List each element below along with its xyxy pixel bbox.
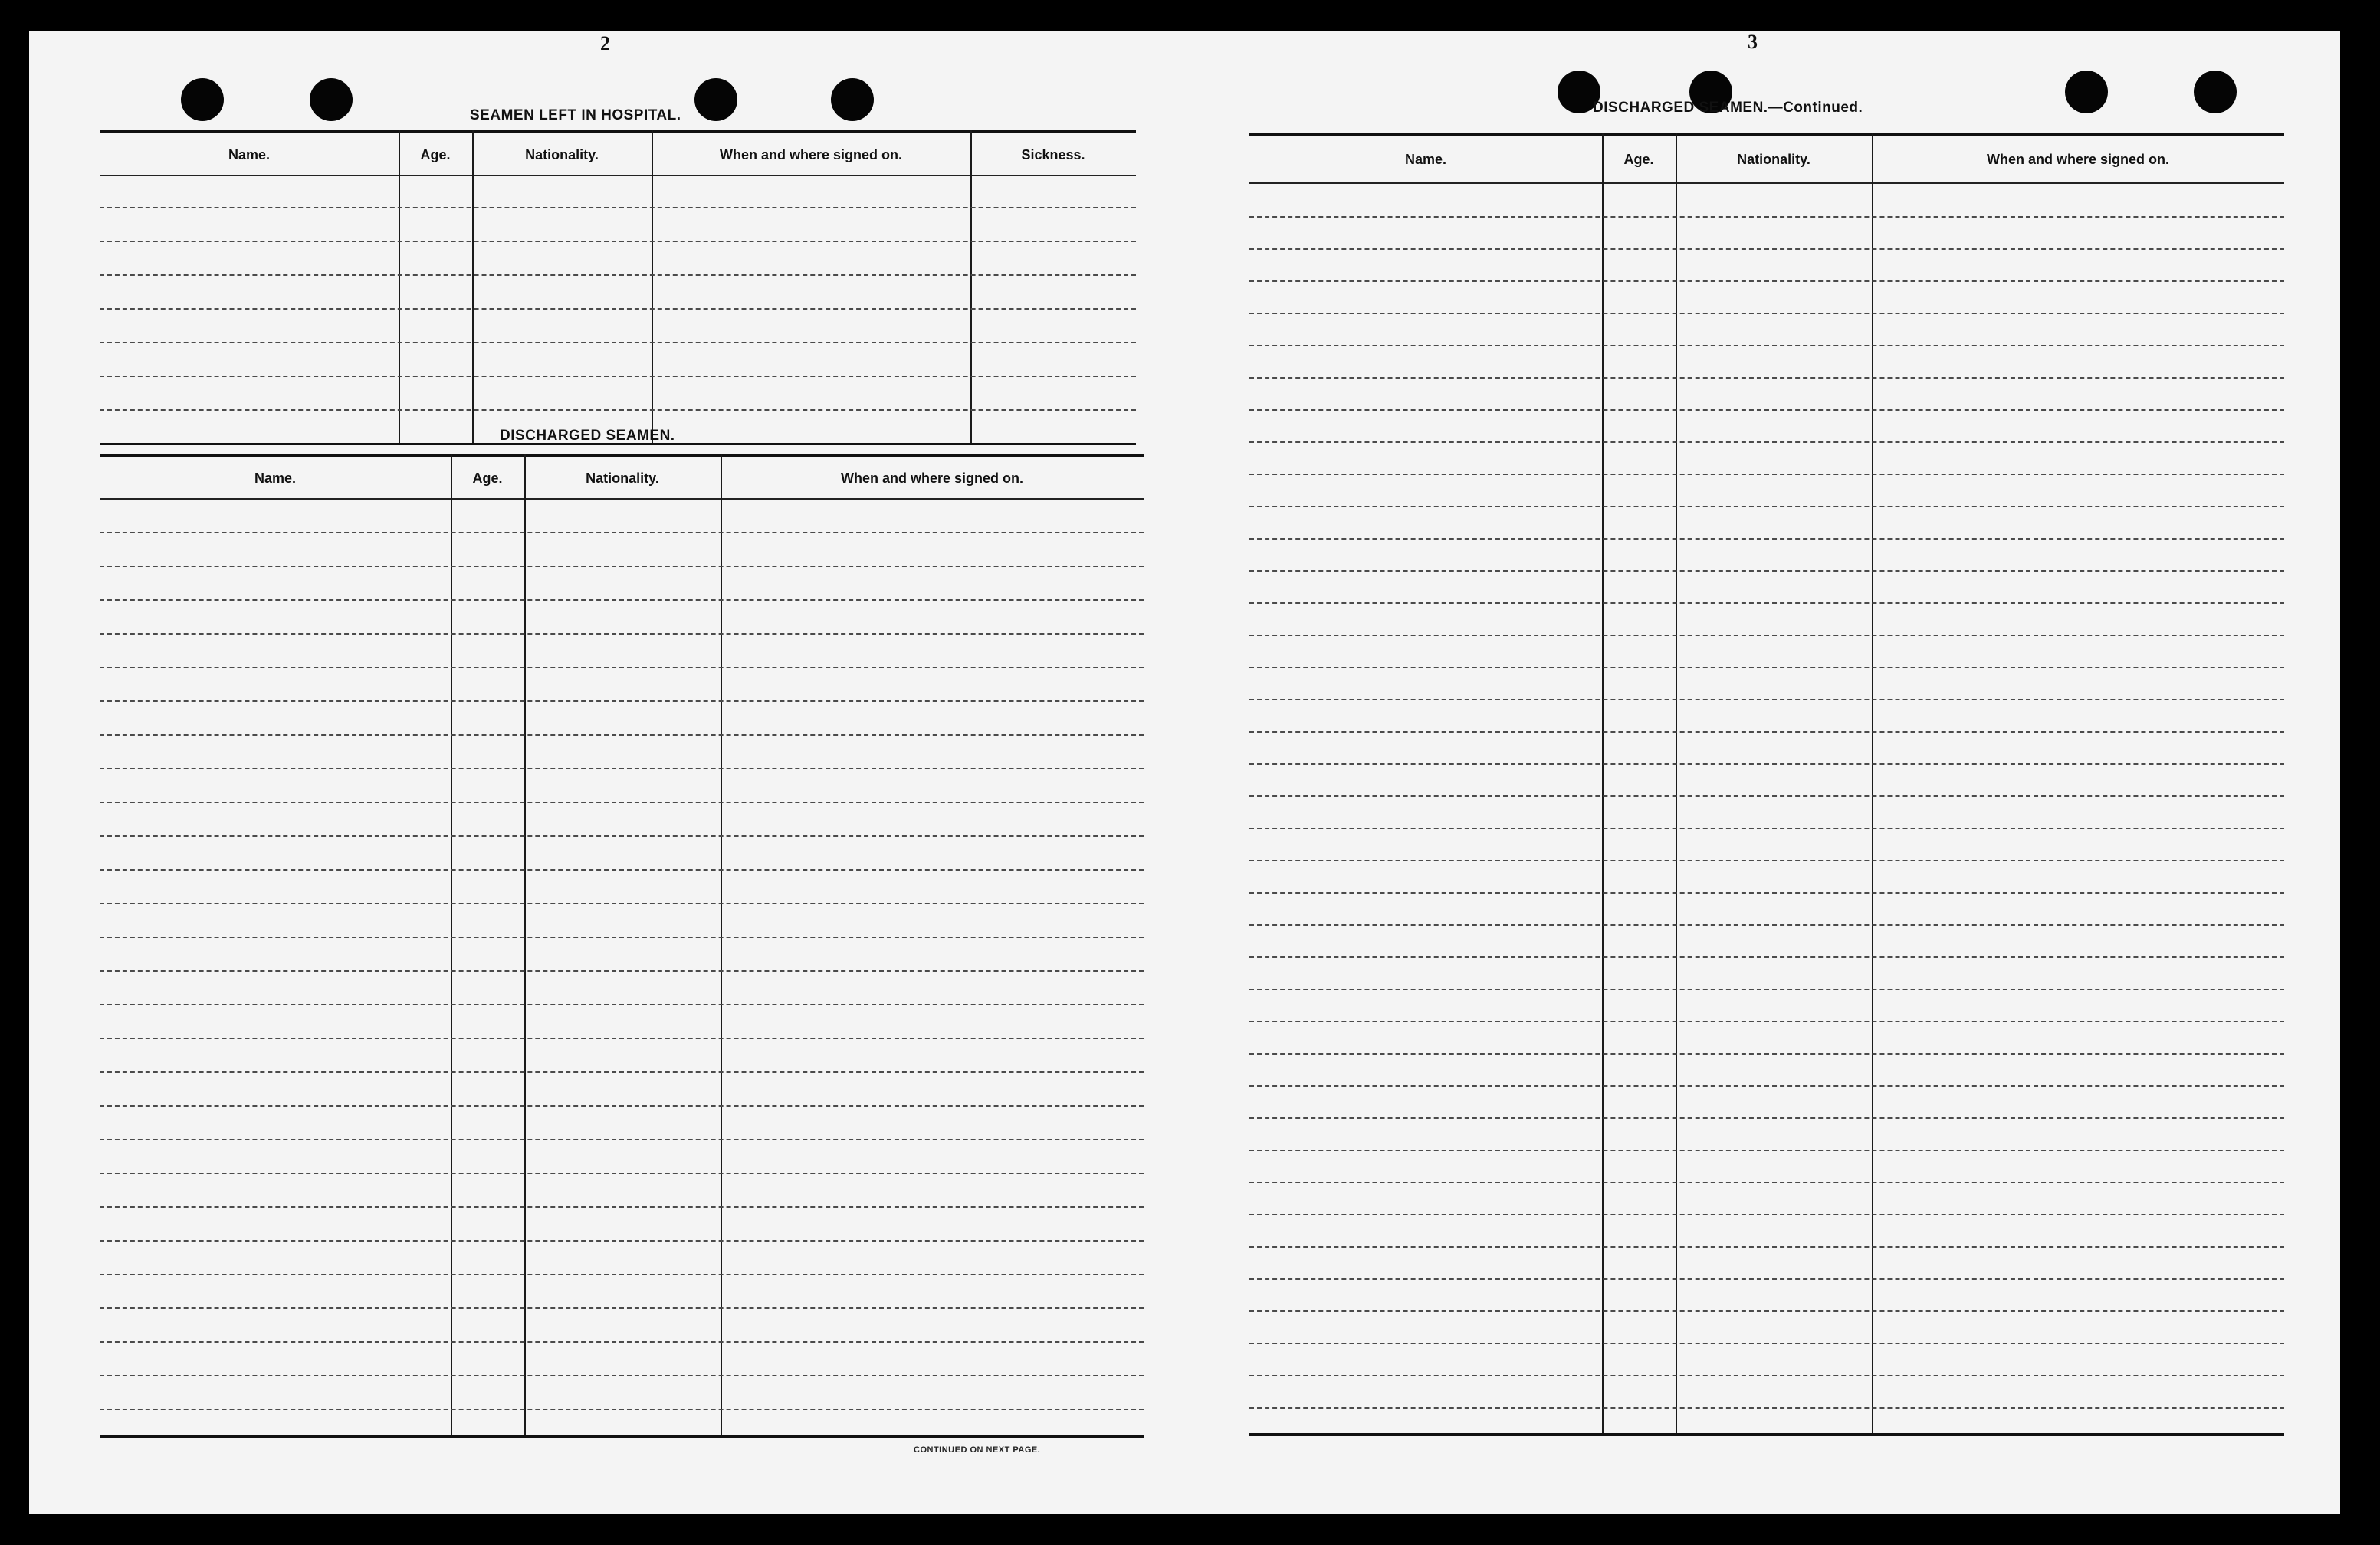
column-header-name: Name.: [254, 471, 297, 486]
column-header-nationality: Nationality.: [1737, 152, 1810, 167]
discharged-seamen-table: [100, 454, 1144, 1471]
punch-hole: [831, 78, 874, 121]
column-header-when-where-signed: When and where signed on.: [840, 471, 1024, 486]
column-header-name: Name.: [1404, 152, 1447, 167]
punch-hole: [310, 78, 353, 121]
discharged-seamen-continued-table: [1249, 133, 2284, 1436]
scanned-form-sheet: [29, 31, 2340, 1514]
punch-hole: [181, 78, 224, 121]
seamen-left-in-hospital-table: [100, 130, 1136, 444]
punch-hole: [694, 78, 737, 121]
hospital-section-title: SEAMEN LEFT IN HOSPITAL.: [470, 107, 681, 123]
page-number-left: 2: [600, 32, 610, 54]
column-header-when-where-signed: When and where signed on.: [1986, 152, 2170, 167]
page-number-right: 3: [1748, 31, 1758, 53]
column-header-nationality: Nationality.: [586, 471, 659, 486]
column-header-sickness: Sickness.: [1021, 147, 1085, 162]
column-header-age: Age.: [420, 147, 451, 162]
column-header-nationality: Nationality.: [525, 147, 599, 162]
punch-hole: [2065, 71, 2108, 113]
discharged-continued-section-title: DISCHARGED SEAMEN.—Continued.: [1593, 100, 1863, 116]
discharged-section-title: DISCHARGED SEAMEN.: [500, 428, 675, 444]
column-header-when-where-signed: When and where signed on.: [719, 147, 903, 162]
column-header-age: Age.: [1623, 152, 1654, 167]
column-header-name: Name.: [228, 147, 271, 162]
punch-hole: [2194, 71, 2237, 113]
column-header-age: Age.: [472, 471, 503, 486]
continued-on-next-page-note: CONTINUED ON NEXT PAGE.: [914, 1445, 1041, 1455]
